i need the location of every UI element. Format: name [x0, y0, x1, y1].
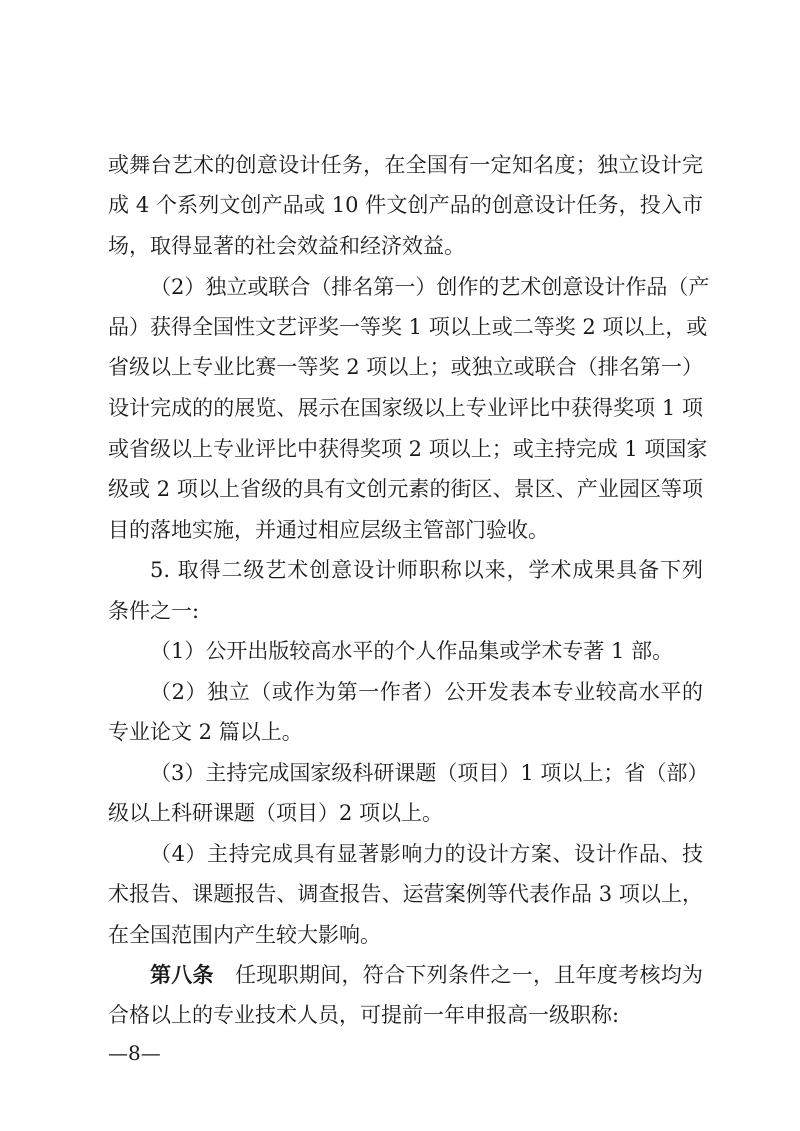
- text-line: 或舞台艺术的创意设计任务，在全国有一定知名度；独立设计完: [108, 153, 703, 177]
- text-line: 场，取得显著的社会效益和经济效益。: [108, 234, 465, 258]
- text-line: 合格以上的专业技术人员，可提前一年申报高一级职称:: [108, 1003, 620, 1027]
- text-line: 或省级以上专业评比中获得奖项 2 项以上；或主持完成 1 项国家: [108, 437, 708, 461]
- text-line: 5. 取得二级艺术创意设计师职称以来，学术成果具备下列: [150, 558, 703, 582]
- article-heading: 第八条: [150, 962, 214, 987]
- text-line: （3）主持完成国家级科研课题（项目）1 项以上；省（部）: [150, 761, 709, 785]
- text-line: 品）获得全国性文艺评奖一等奖 1 项以上或二等奖 2 项以上，或: [108, 315, 708, 339]
- text-line: 术报告、课题报告、调查报告、运营案例等代表作品 3 项以上，: [108, 882, 703, 906]
- text-line: 级或 2 项以上省级的具有文创元素的街区、景区、产业园区等项: [108, 477, 703, 501]
- text-line: （4）主持完成具有显著影响力的设计方案、设计作品、技: [150, 842, 703, 866]
- text-line: 条件之一:: [108, 599, 200, 623]
- text-line: 级以上科研课题（项目）2 项以上。: [108, 801, 444, 825]
- text-line: 成 4 个系列文创产品或 10 件文创产品的创意设计任务，投入市: [108, 193, 703, 217]
- page-number: —8—: [108, 1041, 161, 1065]
- text-line: 设计完成的的展览、展示在国家级以上专业评比中获得奖项 1 项: [108, 396, 703, 420]
- text-line: 省级以上专业比赛一等奖 2 项以上；或独立或联合（排名第一）: [108, 355, 703, 379]
- text-line: （1）公开出版较高水平的个人作品集或学术专著 1 部。: [150, 639, 674, 663]
- text-line: （2）独立（或作为第一作者）公开发表本专业较高水平的: [150, 680, 703, 704]
- article-text: 任现职期间，符合下列条件之一，且年度考核均为: [235, 963, 704, 987]
- text-line: 目的落地实施，并通过相应层级主管部门验收。: [108, 518, 549, 542]
- text-line: （2）独立或联合（排名第一）创作的艺术创意设计作品（产: [150, 275, 710, 299]
- text-line: 专业论文 2 篇以上。: [108, 720, 303, 744]
- article-line: [150, 962, 703, 988]
- text-line: 在全国范围内产生较大影响。: [108, 923, 381, 947]
